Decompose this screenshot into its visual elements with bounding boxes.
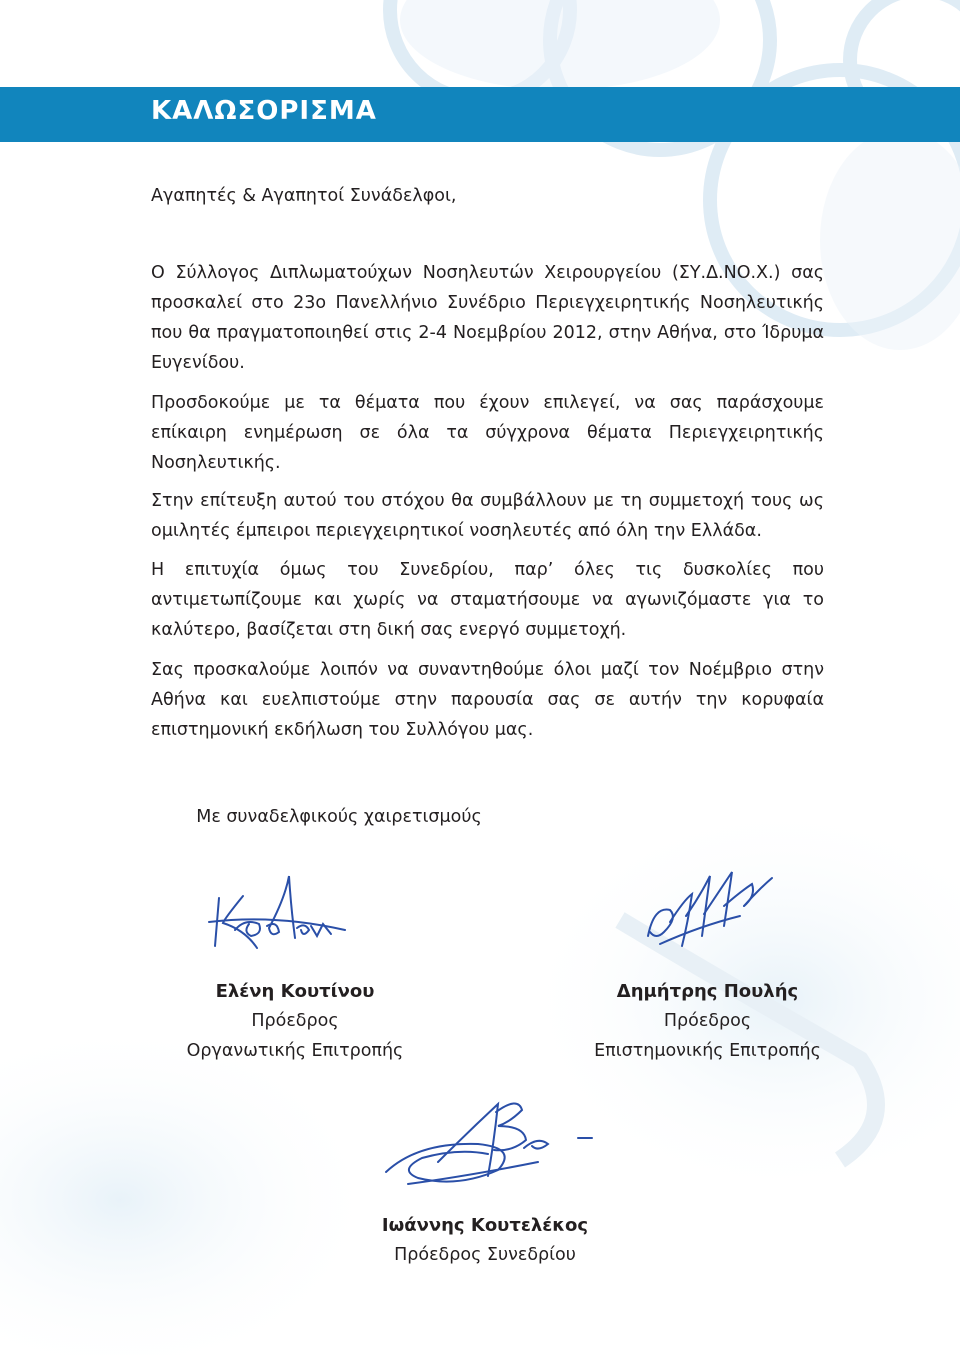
paragraph-2: Προσδοκούμε με τα θέματα που έχουν επιλεγεί, να σας παράσχουμε επίκαιρη ενημέρωση σε όλα τα σύγχρονα θέματα Περιεγχειρητικής Νοσηλευτικής. [151, 393, 824, 473]
closing-greeting: Με συναδελφικούς χαιρετισμούς [196, 807, 482, 827]
signatory-1 [150, 978, 440, 1066]
signature-poulis [640, 866, 780, 966]
signatory-1-committee: Οργανωτικής Επιτροπής [186, 1041, 404, 1061]
signatory-2-committee: Επιστημονικής Επιτροπής [594, 1041, 821, 1061]
signatory-2-role: Πρόεδρος [663, 1011, 752, 1031]
signature-koutelekos [378, 1092, 608, 1202]
paragraph-5: Σας προσκαλούμε λοιπόν να συναντηθούμε όλοι μαζί τον Νοέμβριο στην Αθήνα και ευελπιστούμε στην παρουσία σας σε αυτήν την κορυφαία επιστημονική εκδήλωση του Συλλόγου μας. [151, 660, 824, 740]
signatory-3 [330, 1212, 640, 1270]
page-title: ΚΑΛΩΣΟΡΙΣΜΑ [151, 96, 377, 126]
greeting: Αγαπητές & Αγαπητοί Συνάδελφοι, [151, 186, 457, 206]
signatory-3-name: Ιωάννης Κουτελέκος [381, 1215, 589, 1236]
paragraph-3: Στην επίτευξη αυτού του στόχου θα συμβάλλουν με τη συμμετοχή τους ως ομιλητές έμπειροι περιεγχειρητικοί νοσηλευτές από όλη την Ελλάδα. [151, 491, 824, 541]
paragraph-4: Η επιτυχία όμως του Συνεδρίου, παρ’ όλες τις δυσκολίες που αντιμετωπίζουμε και χωρίς να σταματήσουμε να αγωνιζόμαστε για το καλύτερο, βασίζεται στη δική σας ενεργό συμμετοχή. [151, 560, 824, 640]
signatory-2 [555, 978, 860, 1066]
signatory-2-name: Δημήτρης Πουλής [616, 981, 799, 1002]
signature-koutinou [205, 868, 350, 963]
signatory-1-name: Ελένη Κουτίνου [215, 981, 375, 1002]
paragraph-1: Ο Σύλλογος Διπλωματούχων Νοσηλευτών Χειρουργείου (ΣΥ.Δ.ΝΟ.Χ.) σας προσκαλεί στο 23ο Πανελλήνιο Συνέδριο Περιεγχειρητικής Νοσηλευτικής που θα πραγματοποιηθεί στις 2-4 Νοεμβρίου 2012, στην Αθήνα, στο Ίδρυμα Ευγενίδου. [151, 263, 824, 373]
title-banner [0, 87, 960, 142]
signatory-1-role: Πρόεδρος [251, 1011, 339, 1031]
signatory-3-role: Πρόεδρος Συνεδρίου [394, 1245, 576, 1265]
